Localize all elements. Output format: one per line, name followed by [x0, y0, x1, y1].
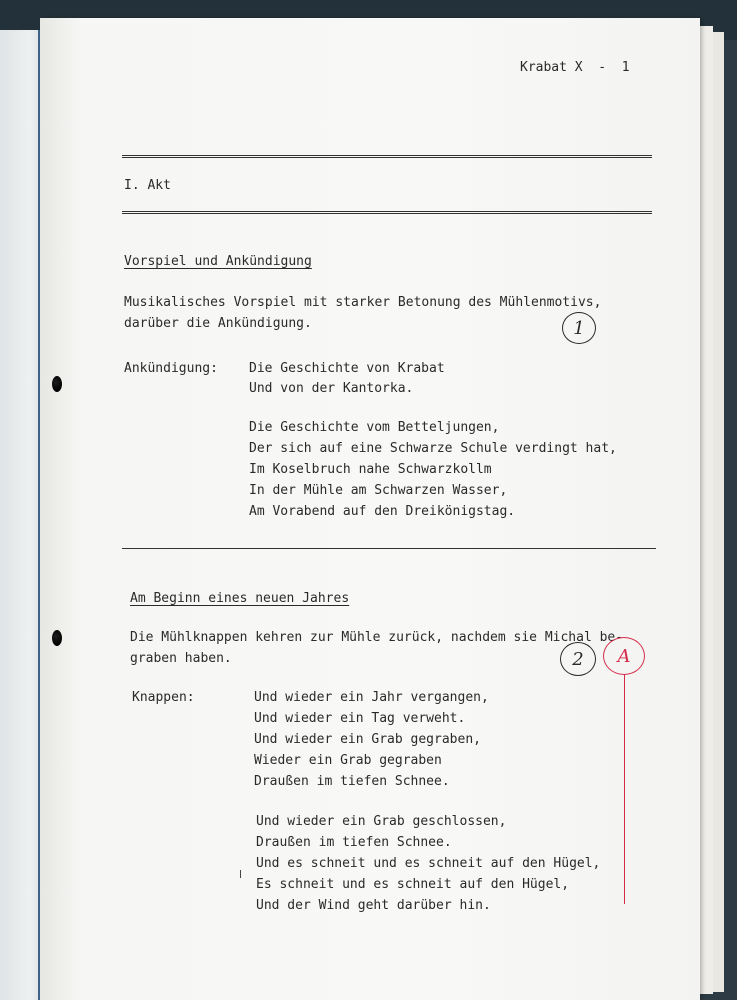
page-header: Krabat X - 1 — [520, 60, 630, 75]
verse-line: Und wieder ein Grab gegraben, — [254, 732, 481, 747]
verse-line: Draußen im tiefen Schnee. — [256, 835, 452, 850]
verse-line: Und wieder ein Jahr vergangen, — [254, 690, 489, 705]
verse-line: Und es schneit und es schneit auf den Hügel, — [256, 856, 601, 871]
section-divider — [122, 548, 656, 549]
verse-line: Und der Wind geht darüber hin. — [256, 898, 491, 913]
section-heading: Vorspiel und Ankündigung — [124, 254, 312, 269]
section-heading: Am Beginn eines neuen Jahres — [130, 591, 350, 606]
verse-line: Im Koselbruch nahe Schwarzkollm — [249, 462, 492, 477]
verse-line: Am Vorabend auf den Dreikönigstag. — [249, 504, 516, 519]
verse-line: Wieder ein Grab gegraben — [254, 753, 442, 768]
description-line: Musikalisches Vorspiel mit starker Betonung des Mühlenmotivs, — [124, 295, 602, 310]
verse-line: Und wieder ein Grab geschlossen, — [256, 814, 507, 829]
punch-hole — [52, 376, 62, 392]
pencil-mark — [240, 870, 241, 878]
verse-line: Die Geschichte vom Betteljungen, — [249, 420, 500, 435]
verse-line: In der Mühle am Schwarzen Wasser, — [249, 483, 508, 498]
document-page — [40, 18, 700, 1000]
verse-line: Es schneit und es schneit auf den Hügel, — [256, 877, 570, 892]
red-mark-circle: A — [603, 637, 645, 675]
verse-line: Draußen im tiefen Schnee. — [254, 774, 450, 789]
verse-line: Die Geschichte von Krabat — [249, 361, 445, 376]
handwritten-mark-circle: 2 — [560, 642, 596, 676]
act-title: I. Akt — [124, 178, 171, 193]
rule-top — [122, 155, 652, 158]
handwritten-mark-circle: 1 — [562, 312, 596, 344]
verse-line: Und wieder ein Tag verweht. — [254, 711, 466, 726]
verse-line: Der sich auf eine Schwarze Schule verdingt hat, — [249, 441, 617, 456]
description-line: Die Mühlknappen kehren zur Mühle zurück, nachdem sie Michal be- — [130, 630, 624, 645]
speaker-label: Ankündigung: — [124, 361, 218, 376]
speaker-label: Knappen: — [132, 690, 195, 705]
rule-bottom — [122, 211, 652, 214]
verse-line: Und von der Kantorka. — [249, 381, 414, 396]
red-margin-line — [624, 674, 625, 904]
punch-hole — [52, 630, 62, 646]
description-line: graben haben. — [130, 651, 232, 666]
description-line: darüber die Ankündigung. — [124, 316, 312, 331]
